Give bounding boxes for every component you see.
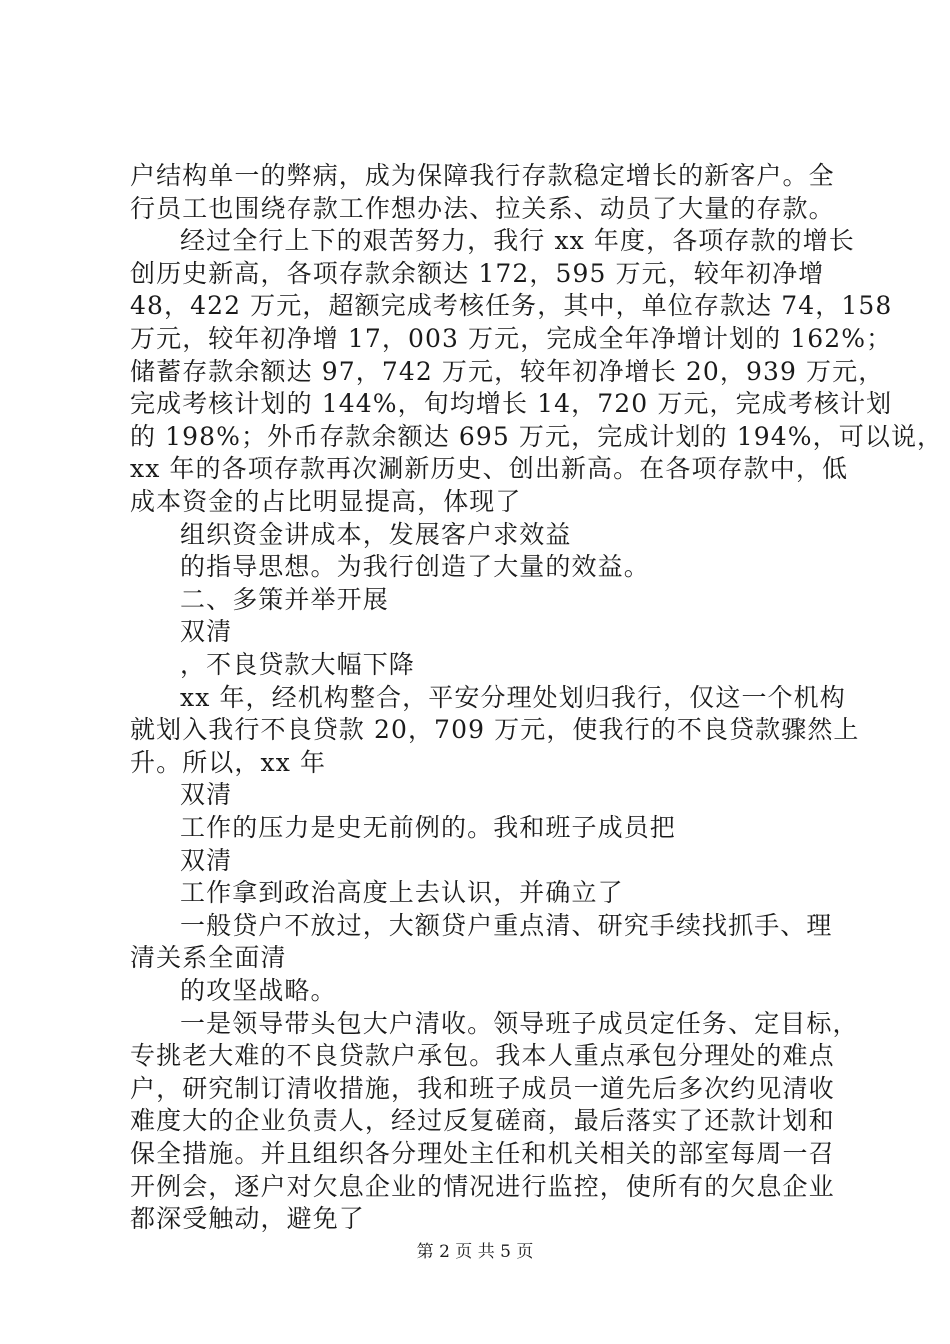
body-line: 储蓄存款余额达 97，742 万元，较年初净增长 20，939 万元， bbox=[130, 356, 885, 386]
body-line: 难度大的企业负责人，经过反复磋商，最后落实了还款计划和 bbox=[130, 1106, 835, 1136]
body-line: 的攻坚战略。 bbox=[180, 976, 337, 1005]
page-footer: 第 2 页 共 5 页 bbox=[416, 1242, 534, 1262]
body-line: 组织资金讲成本，发展客户求效益 bbox=[180, 519, 572, 549]
body-line: xx 年的各项存款再次涮新历史、创出新高。在各项存款中，低 bbox=[130, 454, 849, 484]
body-line: 都深受触动，避免了 bbox=[130, 1204, 365, 1234]
body-line: 的 198%；外币存款余额达 695 万元，完成计划的 194%，可以说， bbox=[130, 421, 944, 451]
body-line: 完成考核计划的 144%，旬均增长 14，720 万元，完成考核计划 bbox=[130, 389, 893, 419]
body-line: 双清 bbox=[180, 780, 233, 810]
body-line: 保全措施。并且组织各分理处主任和机关相关的部室每周一召 bbox=[130, 1139, 835, 1168]
body-line: 清关系全面清 bbox=[130, 943, 287, 973]
body-line: 48，422 万元，超额完成考核任务，其中，单位存款达 74，158 bbox=[130, 291, 893, 321]
body-line: 的指导思想。为我行创造了大量的效益。 bbox=[180, 552, 650, 582]
body-line: xx 年，经机构整合，平安分理处划归我行，仅这一个机构 bbox=[180, 682, 846, 712]
body-line: 双清 bbox=[180, 617, 233, 647]
body-line: 户，研究制订清收措施，我和班子成员一道先后多次约见清收 bbox=[130, 1073, 835, 1103]
body-line: 就划入我行不良贷款 20，709 万元，使我行的不良贷款骤然上 bbox=[130, 715, 860, 745]
body-line: 一般贷户不放过，大额贷户重点清、研究手续找抓手、理 bbox=[180, 910, 833, 940]
body-line: 工作的压力是史无前例的。我和班子成员把 bbox=[180, 813, 676, 842]
body-line: 经过全行上下的艰苦努力，我行 xx 年度，各项存款的增长 bbox=[180, 226, 855, 256]
body-line: 户结构单一的弊病，成为保障我行存款稳定增长的新客户。全 bbox=[130, 161, 835, 190]
body-line: 工作拿到政治高度上去认识，并确立了 bbox=[180, 878, 624, 908]
body-line: 成本资金的占比明显提高，体现了 bbox=[130, 487, 522, 516]
body-line: ，不良贷款大幅下降 bbox=[180, 650, 415, 679]
body-line: 二、多策并举开展 bbox=[180, 584, 389, 614]
body-line: 升。所以，xx 年 bbox=[130, 747, 327, 777]
body-line: 一是领导带头包大户清收。领导班子成员定任务、定目标， bbox=[180, 1008, 859, 1038]
body-line: 行员工也围绕存款工作想办法、拉关系、动员了大量的存款。 bbox=[130, 193, 835, 223]
body-line: 创历史新高，各项存款余额达 172，595 万元，较年初净增 bbox=[130, 258, 825, 288]
body-line: 万元，较年初净增 17，003 万元，完成全年净增计划的 162%； bbox=[130, 324, 893, 353]
body-line: 双清 bbox=[180, 845, 233, 875]
body-line: 开例会，逐户对欠息企业的情况进行监控，使所有的欠息企业 bbox=[130, 1171, 835, 1201]
body-line: 专挑老大难的不良贷款户承包。我本人重点承包分理处的难点 bbox=[130, 1041, 835, 1071]
